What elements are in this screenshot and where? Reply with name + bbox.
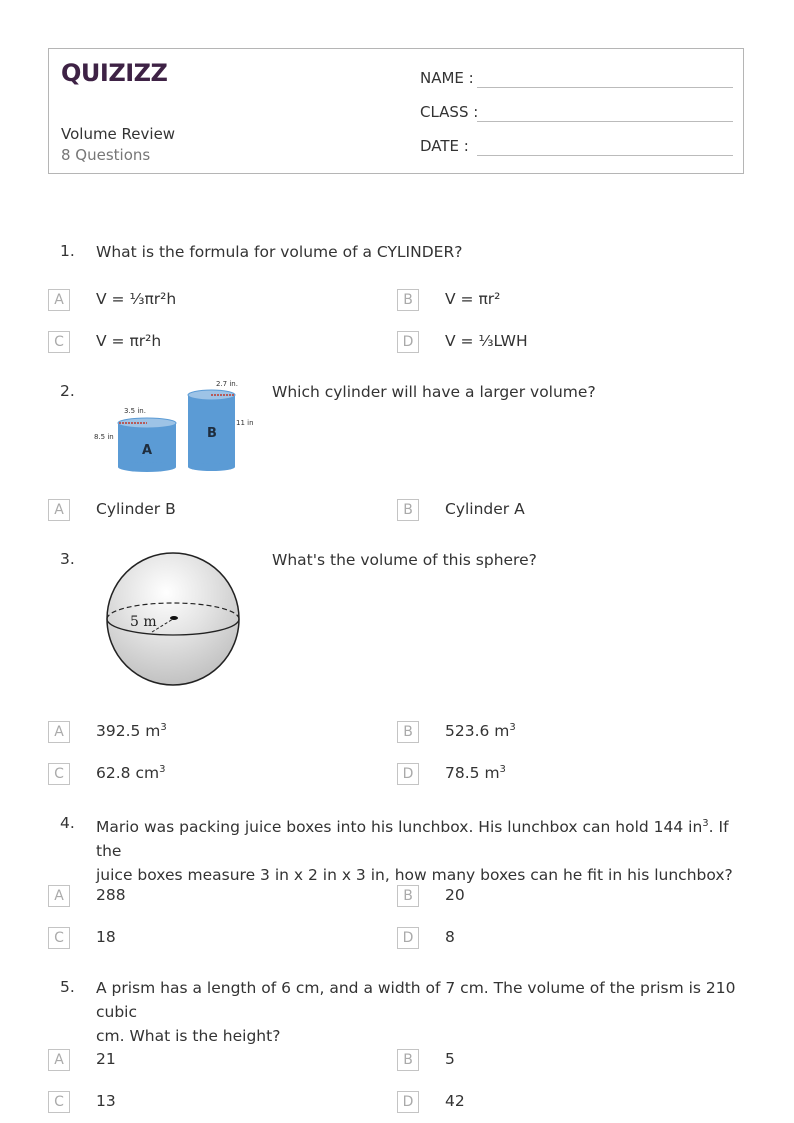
option-text: V = πr²h xyxy=(96,332,162,350)
option-letter-box: B xyxy=(397,721,419,743)
option-letter-box: C xyxy=(48,927,70,949)
option-letter-box: B xyxy=(397,499,419,521)
option-letter-box: A xyxy=(48,289,70,311)
cylinder-b-height: 11 in xyxy=(236,419,254,427)
quizizz-logo: QUIZIZZ xyxy=(61,59,168,87)
class-line[interactable] xyxy=(477,121,733,122)
option-text: V = πr² xyxy=(445,290,501,308)
sphere-figure xyxy=(104,550,244,690)
option-text: 78.5 $m^3$ xyxy=(445,764,506,783)
question-count: 8 Questions xyxy=(61,146,151,164)
option-letter-box: C xyxy=(48,1091,70,1113)
option-letter-box: C xyxy=(48,763,70,785)
cylinder-b-diameter: 2.7 in. xyxy=(216,380,238,388)
question-5-text: A prism has a length of 6 cm, and a width of 7 cm. The volume of the prism is 210 cubic cm. What is the height? xyxy=(96,979,736,1045)
option-text: V = ⅓πr²h xyxy=(96,290,177,308)
option-letter-box: B xyxy=(397,289,419,311)
option-text: 523.6 $m^3$ xyxy=(445,722,516,741)
cylinder-b-label: B xyxy=(207,426,217,441)
question-5-number: 5. xyxy=(60,978,75,996)
option-text: 8 xyxy=(445,928,455,946)
cylinder-a-height: 8.5 in xyxy=(94,433,114,441)
option-text: 392.5 $m^3$ xyxy=(96,722,167,741)
option-letter-box: A xyxy=(48,721,70,743)
question-2-text: Which cylinder will have a larger volume? xyxy=(272,383,596,401)
date-line[interactable] xyxy=(477,155,733,156)
question-4-number: 4. xyxy=(60,814,75,832)
question-4-text: Mario was packing juice boxes into his lunchbox. His lunchbox can hold 144 $in^3$. If the juice boxes measure 3 in x 2 in x 3 in, how many boxes can he fit in his lunchbox? xyxy=(96,818,733,885)
option-text: 20 xyxy=(445,886,465,904)
option-letter-box: D xyxy=(397,927,419,949)
option-letter-box: D xyxy=(397,331,419,353)
name-label: NAME : xyxy=(420,69,474,87)
cylinders-figure xyxy=(92,376,262,476)
option-letter-box: A xyxy=(48,499,70,521)
date-field[interactable] xyxy=(420,137,740,159)
option-text: 5 xyxy=(445,1050,455,1068)
option-text: Cylinder A xyxy=(445,500,525,518)
option-letter-box: B xyxy=(397,885,419,907)
option-letter-box: A xyxy=(48,885,70,907)
class-field[interactable] xyxy=(420,103,740,125)
option-letter-box: B xyxy=(397,1049,419,1071)
name-field[interactable] xyxy=(420,69,740,91)
option-text: 18 xyxy=(96,928,116,946)
option-letter-box: D xyxy=(397,1091,419,1113)
option-text: 42 xyxy=(445,1092,465,1110)
worksheet-title: Volume Review xyxy=(61,125,176,143)
option-text: V = ⅓LWH xyxy=(445,332,528,350)
option-text: 288 xyxy=(96,886,126,904)
question-1-text: What is the formula for volume of a CYLINDER? xyxy=(96,243,463,261)
date-label: DATE : xyxy=(420,137,469,155)
option-letter-box: C xyxy=(48,331,70,353)
sphere-radius-label: 5 m xyxy=(130,614,157,630)
option-letter-box: D xyxy=(397,763,419,785)
question-1-number: 1. xyxy=(60,242,75,260)
question-2-number: 2. xyxy=(60,382,75,400)
question-3-number: 3. xyxy=(60,550,75,568)
cylinder-a-diameter: 3.5 in. xyxy=(124,407,146,415)
worksheet-header xyxy=(48,48,744,174)
question-3-text: What's the volume of this sphere? xyxy=(272,551,537,569)
option-letter-box: A xyxy=(48,1049,70,1071)
name-line[interactable] xyxy=(477,87,733,88)
class-label: CLASS : xyxy=(420,103,479,121)
option-text: 62.8 $cm^3$ xyxy=(96,764,166,783)
option-text: Cylinder B xyxy=(96,500,176,518)
option-text: 21 xyxy=(96,1050,116,1068)
cylinder-a-label: A xyxy=(141,443,153,458)
option-text: 13 xyxy=(96,1092,116,1110)
